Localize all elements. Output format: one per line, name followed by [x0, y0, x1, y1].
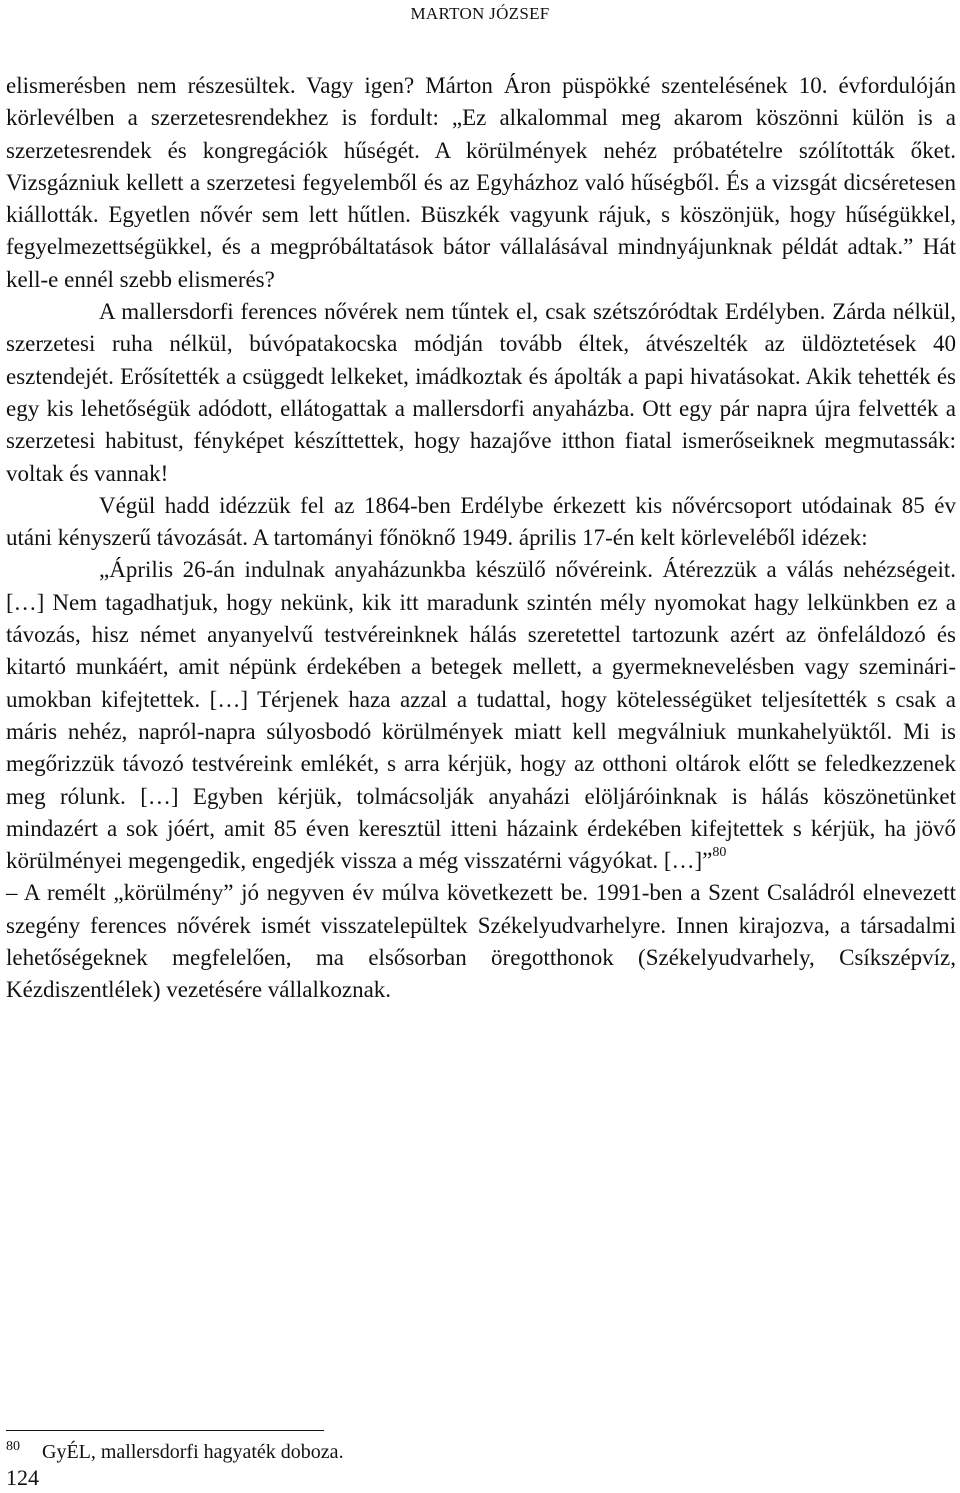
- body-text: [6, 70, 956, 1007]
- paragraph-return: – A remélt „körülmény” jó negyven év múlva következett be. 1991-ben a Szent Családról elnevezett szegény ferences nővérek ismét visszatelepültek Székelyudvarhelyre. Innen kirajozva, a társadalmi lehetőségeknek megfelelően, ma elsősorban öregotthonok (Székelyudvarhely, Csíkszépvíz, Kézdiszentlélek) vezetésére vállalkoznak.: [6, 880, 956, 1003]
- footnote-divider: [6, 1430, 324, 1431]
- paragraph-quotation: [6, 554, 956, 877]
- paragraph-continuation: elismerésben nem részesültek. Vagy igen? Márton Áron püspökké szentelésének 10. évfordulóján körlevélben a szerzetesrendekhez is fordult: „Ez alkalommal meg akarom köszönni külön is a szerzetesrendek és kongregációk hűségét. A körülmények nehéz próbatételre szólították őket. Vizsgázniuk kellett a szerzetesi fegyelemből és az Egyházhoz való hűségből. És a vizsgát dicséretesen kiállották. Egyetlen nővér sem lett hűtlen. Büszkék vagyunk rájuk, s köszönjük, hogy hűségükkel, fegyelmezettségükkel, és a megpróbáltatások bátor vállalásával mindnyájunknak példát adtak.” Hát kell-e ennél szebb elismerés?: [6, 73, 956, 292]
- footnote: [6, 1440, 906, 1464]
- footnote-text: GyÉL, mallersdorfi hagyaték doboza.: [42, 1441, 344, 1463]
- running-head: MARTON JÓZSEF: [410, 4, 550, 23]
- footnote-number: 80: [6, 1439, 20, 1455]
- footnote-reference[interactable]: 80: [712, 845, 727, 861]
- paragraph-departure: Végül hadd idézzük fel az 1864-ben Erdélybe érkezett kis nővércsoport utódainak 85 év utáni kényszerű távozását. A tartományi főnöknő 1949. április 17-én kelt körleveléből idézek:: [6, 492, 956, 551]
- quotation-text: „Április 26-án indulnak anyaházunkba készülő nővéreink. Átérezzük a válás nehézségeit. […] Nem tagadhatjuk, hogy nekünk, kik itt maradunk szintén mély nyomokat hagy lelkünkben ez a távozás, hisz német anyanyelvű testvéreinknek hálás szeretettel tartozunk azért az önfeláldozó és kitartó munkáért, amit népünk érdekében a betegek mellett, a gyermeknevelésben vagy szemináriumokban kifejtettek. […] Térjenek haza azzal a tudattal, hogy kötelességüket teljesítették s csak a máris nehéz, napról-napra súlyosbodó körülmények miatt kell megválniuk munkahelyüktől. Mi is megőrizzük távozó testvéreink emlékét, s arra kérjük, hogy az otthoni oltárok előtt se feledkezzenek meg rólunk. […] Egyben kérjük, tolmácsolják anyaházi elöljáróinknak is hálás köszönetünket mindazért a sok jóért, amit 85 éven keresztül itteni házaink érdekében kifejtettek s kérjük, ha jövő körülményei megengedik, engedjék vissza a még visszatérni vágyókat. […]”: [6, 557, 956, 874]
- paragraph-mallersdorf: A mallersdorfi ferences nővérek nem tűntek el, csak szétszóródtak Erdélyben. Zárda nélkül, szerzetesi ruha nélkül, búvópatakocska módján tovább éltek, átvészelték az üldöztetések 40 esztendejét. Erősítették a csüggedt lelkeket, imádkoztak és ápolták a papi hivatásokat. Akik tehették és egy kis lehetőségük adódott, ellátogattak a mallersdorfi anyaházba. Ott egy pár napra újra felvették a szerzetesi habitust, fényképet készíttettek, hogy hazajőve itthon fiatal ismerőseiknek megmutassák: voltak és vannak!: [6, 299, 956, 486]
- page-number: 124: [6, 1465, 39, 1490]
